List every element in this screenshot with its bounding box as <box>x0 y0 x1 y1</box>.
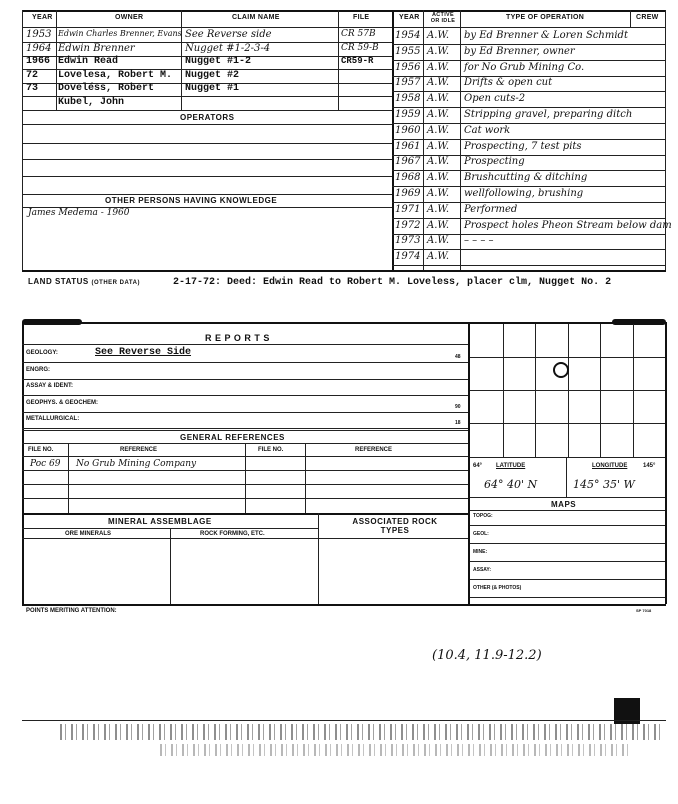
activity-status: A.W. <box>427 140 450 152</box>
report-row-line <box>22 362 468 363</box>
map-row-label: ASSAY: <box>473 567 492 573</box>
claim-name: Nugget #2 <box>185 69 240 81</box>
activity-status: A.W. <box>427 45 450 57</box>
activity-operation: Performed <box>464 203 518 215</box>
activity-status: A.W. <box>427 124 450 136</box>
claim-owner: Lovelesa, Robert M. <box>58 69 173 81</box>
map-row-line <box>470 525 665 526</box>
latitude-prefix: 64° <box>473 463 483 469</box>
report-label: ENGRG: <box>26 366 50 373</box>
claim-name: Nugget #1-2-3-4 <box>185 42 271 54</box>
mineral-title: MINERAL ASSEMBLAGE <box>108 517 212 526</box>
map-grid-line <box>470 357 665 358</box>
activity-year: 1957 <box>395 77 421 89</box>
claim-name: Nugget #1 <box>185 83 240 94</box>
activity-operation: Stripping gravel, preparing ditch <box>464 109 633 120</box>
report-num: 90 <box>455 403 461 410</box>
gref-file-entry: Poc 69 <box>30 459 61 469</box>
activity-row-line <box>392 265 665 266</box>
activity-operation: by Ed Brenner, owner <box>464 45 575 57</box>
maps-title: MAPS <box>551 500 577 509</box>
report-num: 48 <box>455 354 461 360</box>
activity-operation: Brushcutting & ditching <box>464 172 588 184</box>
map-grid <box>470 324 665 457</box>
col-year2-header: YEAR <box>399 14 420 21</box>
claim-owner: Edwin Read <box>58 56 119 67</box>
other-persons-entry: James Medema - 1960 <box>28 208 130 218</box>
general-refs-title: GENERAL REFERENCES <box>180 433 285 442</box>
activity-operation: – – – – <box>464 235 494 247</box>
land-status-text: 2-17-72: Deed: Edwin Read to Robert M. Loveless, placer clm, Nugget No. 2 <box>173 277 612 288</box>
claim-year: 1953 <box>26 29 52 40</box>
activity-operation: Prospecting <box>464 156 525 168</box>
activity-year: 1961 <box>395 140 421 152</box>
ore-minerals-header: ORE MINERALS <box>65 531 112 537</box>
claim-name: See Reverse side <box>185 29 272 40</box>
activity-status: A.W. <box>427 219 450 231</box>
activity-status: A.W. <box>427 251 450 263</box>
other-persons-label: OTHER PERSONS HAVING KNOWLEDGE <box>105 196 278 205</box>
report-label: GEOLOGY: <box>26 350 58 356</box>
activity-year: 1959 <box>395 109 421 120</box>
col-claim-header: CLAIM NAME <box>232 14 280 21</box>
reports-title: R E P O R T S <box>205 333 270 343</box>
map-grid-line <box>470 423 665 424</box>
activity-status: A.W. <box>427 188 450 199</box>
report-label: GEOPHYS. & GEOCHEM: <box>26 399 99 406</box>
latitude-value: 64° 40' N <box>484 478 538 491</box>
map-row-label: GEOL: <box>473 531 489 537</box>
claim-file: CR 59-B <box>341 42 379 53</box>
report-row-line <box>22 395 468 396</box>
gref-header: FILE NO. <box>28 447 54 453</box>
gref-header: FILE NO. <box>258 447 284 453</box>
location-marker-icon <box>553 362 569 378</box>
form-number: SP 7018 <box>636 608 652 613</box>
longitude-value: 145° 35' W <box>573 478 635 491</box>
claim-name: Nugget #1-2 <box>185 56 252 67</box>
activity-status: A.W. <box>427 172 450 184</box>
assoc-rock-title: ASSOCIATED ROCK TYPES <box>352 517 438 535</box>
activity-year: 1969 <box>395 188 421 199</box>
col-crew-header: CREW <box>636 14 659 21</box>
activity-year: 1955 <box>395 45 421 57</box>
margin-note: (10.4, 11.9-12.2) <box>432 648 542 663</box>
scan-noise <box>60 724 660 740</box>
latitude-label: LATITUDE <box>496 463 526 469</box>
activity-operation: Prospect holes Pheon Stream below dam <box>464 219 672 231</box>
col-file-header: FILE <box>353 14 370 21</box>
activity-year: 1971 <box>395 203 421 215</box>
report-num: 18 <box>455 420 461 426</box>
activity-year: 1954 <box>395 30 421 41</box>
activity-year: 1958 <box>395 93 421 105</box>
activity-status: A.W. <box>427 61 450 73</box>
map-row-label: TOPOG: <box>473 513 493 519</box>
report-row-line <box>22 412 468 413</box>
claim-owner: Edwin Charles Brenner, Evans <box>58 29 182 38</box>
activity-year: 1967 <box>395 156 421 168</box>
col-type-header: TYPE OF OPERATION <box>506 14 585 21</box>
longitude-suffix: 145° <box>643 463 656 469</box>
map-row-line <box>470 561 665 562</box>
activity-operation: by Ed Brenner & Loren Schmidt <box>464 30 628 41</box>
gref-ref-entry: No Grub Mining Company <box>76 459 197 469</box>
activity-year: 1968 <box>395 172 421 184</box>
claim-file: CR 57B <box>341 29 376 39</box>
activity-year: 1973 <box>395 235 421 247</box>
activity-operation: wellfollowing, brushing <box>464 188 584 199</box>
col-active-header: ACTIVE OR IDLE <box>430 12 456 24</box>
col-year-header: YEAR <box>32 14 53 21</box>
map-row-line <box>470 597 665 598</box>
land-status-label: LAND STATUS (OTHER DATA) <box>28 277 140 286</box>
activity-status: A.W. <box>427 30 450 41</box>
report-label: METALLURGICAL: <box>26 416 80 422</box>
activity-operation: Drifts & open cut <box>464 77 553 89</box>
map-row-label: MINE: <box>473 549 488 555</box>
activity-year: 1956 <box>395 61 421 73</box>
col-owner-header: OWNER <box>115 14 144 21</box>
rock-forming-header: ROCK FORMING, ETC. <box>200 531 265 537</box>
claim-year: 1964 <box>26 42 52 54</box>
claim-year: 1966 <box>26 56 51 67</box>
gref-header: REFERENCE <box>355 447 393 453</box>
claim-year: 72 <box>26 69 39 81</box>
longitude-label: LONGITUDE <box>592 463 628 469</box>
activity-status: A.W. <box>427 203 450 215</box>
activity-year: 1974 <box>395 251 421 263</box>
activity-status: A.W. <box>427 93 450 105</box>
activity-year: 1972 <box>395 219 421 231</box>
map-grid-line <box>470 390 665 391</box>
report-value: See Reverse Side <box>95 347 192 358</box>
activity-operation: Prospecting, 7 test pits <box>464 140 582 152</box>
gref-header: REFERENCE <box>120 447 158 453</box>
claim-file: CR59-R <box>341 56 374 66</box>
activity-operation: Cat work <box>464 124 511 136</box>
activity-operation: Open cuts-2 <box>464 93 526 105</box>
map-row-label: OTHER (& PHOTOS) <box>473 585 522 591</box>
report-label: ASSAY & IDENT: <box>26 383 74 389</box>
activity-year: 1960 <box>395 124 421 136</box>
operators-label: OPERATORS <box>180 113 235 122</box>
points-meriting-label: POINTS MERITING ATTENTION: <box>26 608 117 614</box>
activity-operation: for No Grub Mining Co. <box>464 61 585 73</box>
report-row-line <box>22 379 468 380</box>
map-row-line <box>470 543 665 544</box>
claim-year: 73 <box>26 83 39 94</box>
map-row-line <box>470 579 665 580</box>
claim-owner: Kubel, John <box>58 96 125 108</box>
claim-owner: Edwin Brenner <box>58 42 135 54</box>
report-row-line <box>22 428 468 429</box>
activity-status: A.W. <box>427 109 450 120</box>
claim-owner: Doveléss, Robert <box>58 83 155 94</box>
activity-status: A.W. <box>427 77 450 89</box>
activity-status: A.W. <box>427 235 450 247</box>
activity-status: A.W. <box>427 156 450 168</box>
